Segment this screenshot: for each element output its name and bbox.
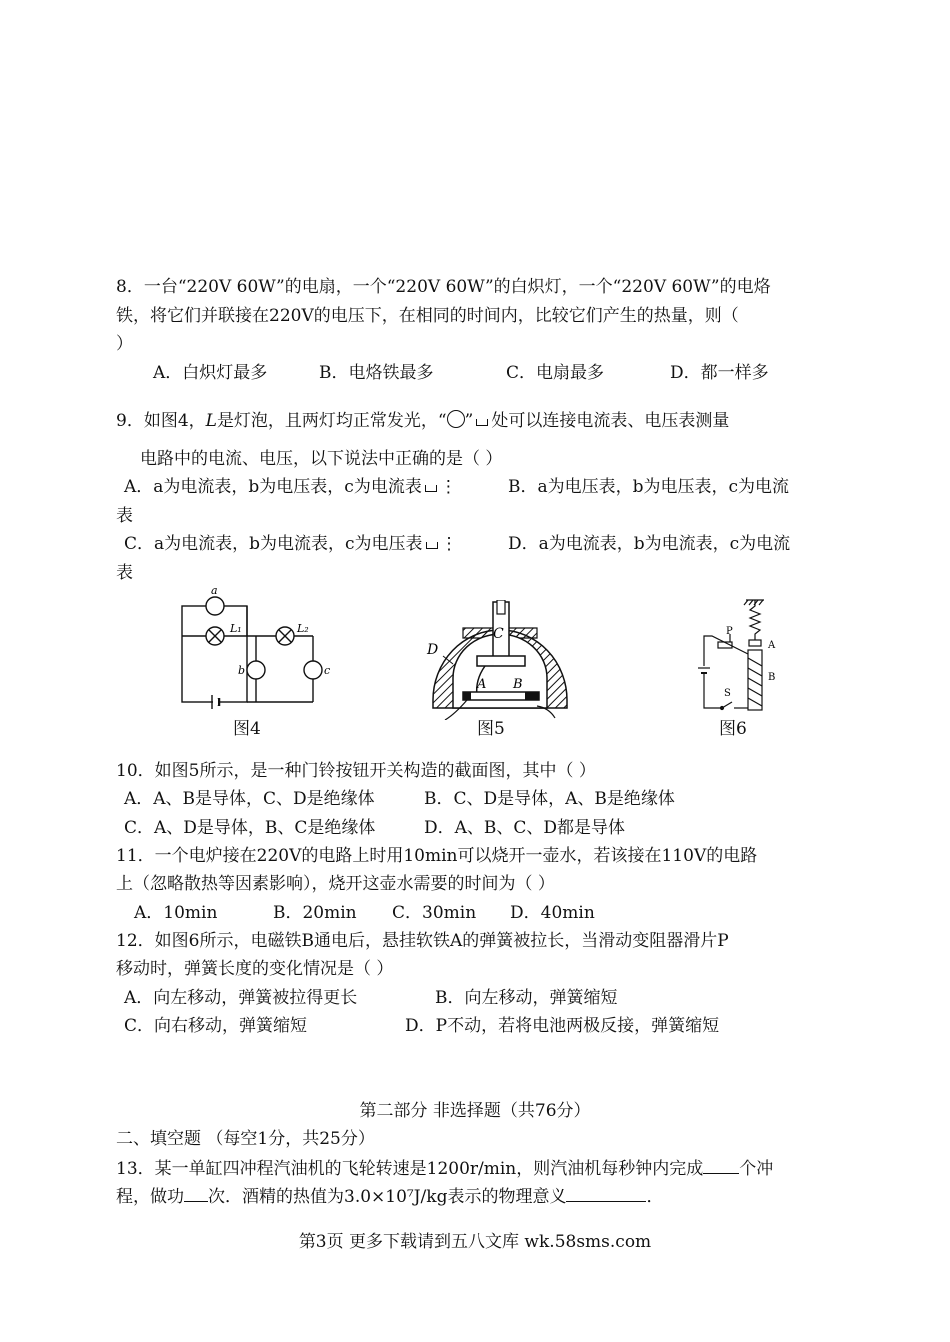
q11-option-d: D．40min (510, 903, 595, 923)
q12-line1: 12．如图6所示，电磁铁B通电后，悬挂软铁A的弹簧被拉长，当滑动变阻器滑片P (116, 931, 729, 951)
small-mark-icon (426, 542, 438, 549)
fig5-label-a: A (477, 677, 487, 692)
small-mark-icon (476, 419, 488, 426)
fig5-label-c: C (493, 626, 504, 642)
q9-option-b: B．a为电压表，b为电压表，c为电流 (508, 477, 790, 497)
q13-blank-3[interactable] (566, 1185, 646, 1202)
q9-line2: 电路中的电流、电压，以下说法中正确的是（ ） (140, 449, 503, 469)
fig4-label-a: a (211, 584, 218, 597)
q10-option-a: A．A、B是导体，C、D是绝缘体 (124, 789, 375, 809)
q10-option-c: C．A、D是导体，B、C是绝缘体 (124, 818, 376, 838)
q8-option-a: A．白炽灯最多 (153, 363, 268, 383)
q13-line1 (116, 1157, 836, 1180)
figure-5-caption: 图5 (477, 719, 505, 739)
q12-option-c: C．向右移动，弹簧缩短 (124, 1016, 308, 1036)
q9-option-b-cont: 表 (116, 506, 133, 526)
q9-l-symbol: L (205, 411, 217, 431)
q9-option-d: D．a为电流表，b为电流表，c为电流 (508, 534, 791, 554)
q9-option-a-text: A．a为电流表，b为电压表，c为电流表 (124, 477, 422, 497)
fig4-label-l1: L₁ (230, 622, 242, 635)
part2-title: 第二部分 非选择题（共76分） (359, 1101, 591, 1121)
q11-option-a: A．10min (134, 903, 218, 923)
q11-option-b: B．20min (273, 903, 357, 923)
fig6-label-a: A (768, 640, 776, 651)
figure-4-circuit (170, 582, 340, 712)
fig5-label-b: B (513, 677, 523, 692)
q11-line1: 11．一个电炉接在220V的电路上时用10min可以烧开一壶水，若该接在110V的电路 (116, 846, 758, 866)
q9-option-c-text: C．a为电流表，b为电流表，c为电压表 (124, 534, 423, 554)
q13-line2-part-a: 程，做功 (116, 1187, 184, 1207)
small-mark-icon (425, 485, 437, 492)
section-fill-in-blank: 二、填空题 （每空1分，共25分） (116, 1129, 375, 1149)
figure-6-caption: 图6 (719, 719, 747, 739)
q9-line1-part-a: 9．如图4， (116, 411, 206, 431)
fig6-label-b: B (768, 672, 776, 683)
q13-line2-part-b: 次．酒精的热值为3.0×10⁷J/kg表示的物理意义 (208, 1187, 567, 1207)
q9-line1 (116, 410, 836, 432)
q13-line2-part-c: ． (646, 1187, 664, 1207)
q9-line1-part-d: 处可以连接电流表、电压表测量 (491, 411, 730, 431)
meter-circle-icon (447, 410, 465, 428)
fig4-label-c: c (324, 664, 331, 677)
q10-stem: 10．如图5所示，是一种门铃按钮开关构造的截面图，其中（ ） (116, 761, 596, 781)
q10-option-b: B．C、D是导体，A、B是绝缘体 (424, 789, 675, 809)
q8-line1: 8．一台“220V 60W”的电扇，一个“220V 60W”的白炽灯，一个“220V 60W”的电烙 (116, 277, 771, 297)
q13-line1-part-a: 13．某一单缸四冲程汽油机的飞轮转速是1200r/min，则汽油机每秒钟内完成 (116, 1159, 704, 1179)
q13-line2 (116, 1185, 836, 1208)
q9-option-c: C．a为电流表，b为电流表，c为电压表 ⋮ (124, 534, 458, 554)
q12-option-b: B．向左移动，弹簧缩短 (435, 988, 618, 1008)
page-footer: 第3页 更多下载请到五八文库 wk.58sms.com (298, 1232, 652, 1252)
q9-line1-part-b: 是灯泡，且两灯均正常发光，“ (216, 411, 447, 431)
q12-line2: 移动时，弹簧长度的变化情况是（ ） (116, 959, 394, 979)
fig6-label-p: P (726, 626, 733, 637)
q9-option-a: A．a为电流表，b为电压表，c为电流表 ⋮ (124, 477, 457, 497)
q8-line2: 铁，将它们并联接在220V的电压下，在相同的时间内，比较它们产生的热量，则（ (116, 306, 739, 326)
fig6-label-s: S (724, 688, 731, 699)
fig5-label-d: D (427, 642, 439, 658)
figure-6-electromagnet (690, 596, 790, 716)
q11-option-c: C．30min (392, 903, 477, 923)
q8-line3: ） (116, 334, 133, 354)
q13-line1-part-b: 个冲 (739, 1159, 774, 1179)
q8-option-d: D．都一样多 (670, 363, 769, 383)
q13-blank-1[interactable] (703, 1157, 739, 1174)
q11-line2: 上（忽略散热等因素影响），烧开这壶水需要的时间为（ ） (116, 874, 555, 894)
q13-blank-2[interactable] (184, 1185, 208, 1202)
q8-option-c: C．电扇最多 (506, 363, 605, 383)
q8-option-b: B．电烙铁最多 (319, 363, 434, 383)
fig4-label-b: b (238, 664, 246, 677)
figure-5-doorbell-switch (425, 600, 575, 720)
q9-line1-part-c: ” (464, 411, 474, 431)
q12-option-a: A．向左移动，弹簧被拉得更长 (124, 988, 358, 1008)
q12-option-d: D．P不动，若将电池两极反接，弹簧缩短 (405, 1016, 720, 1036)
fig4-label-l2: L₂ (297, 622, 309, 635)
q10-option-d: D．A、B、C、D都是导体 (424, 818, 626, 838)
figure-4-caption: 图4 (233, 719, 261, 739)
q9-option-d-cont: 表 (116, 563, 133, 583)
